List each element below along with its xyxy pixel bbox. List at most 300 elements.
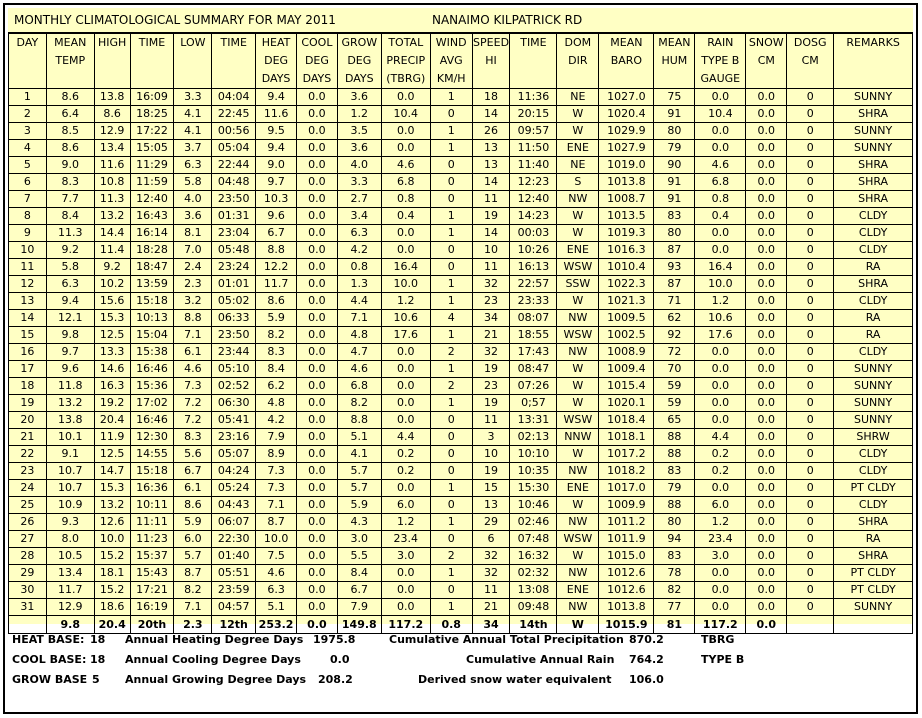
- cum-precip-value: 870.2: [629, 633, 664, 646]
- table-cell: 05:51: [212, 565, 256, 582]
- table-cell: SHRA: [834, 191, 913, 208]
- table-cell: 0: [787, 446, 834, 463]
- table-cell: 6: [9, 174, 47, 191]
- table-cell: 10.0: [381, 276, 430, 293]
- table-cell: 1: [430, 276, 472, 293]
- table-cell: 0: [430, 259, 472, 276]
- table-cell: 12:40: [510, 191, 557, 208]
- table-row: [9, 463, 913, 480]
- table-cell: 15:43: [130, 565, 174, 582]
- table-cell: 0.0: [297, 174, 338, 191]
- table-cell: 6.3: [337, 225, 381, 242]
- table-cell: 5.5: [337, 548, 381, 565]
- table-cell: 9.1: [46, 446, 94, 463]
- table-cell: 10:46: [510, 497, 557, 514]
- table-cell: 0.0: [746, 531, 787, 548]
- snow-water-value: 106.0: [629, 673, 664, 686]
- table-cell: 1016.3: [599, 242, 654, 259]
- annual-growing-value: 208.2: [318, 673, 353, 686]
- table-cell: 4.6: [174, 361, 212, 378]
- table-cell: 10:35: [510, 463, 557, 480]
- totals-cell: 20th: [130, 616, 174, 634]
- table-cell: 19.2: [94, 395, 130, 412]
- table-cell: 8.6: [46, 140, 94, 157]
- column-header-line: TYPE B: [701, 54, 740, 67]
- table-cell: 1.2: [337, 106, 381, 123]
- table-cell: 11.3: [94, 191, 130, 208]
- table-cell: 0.0: [695, 344, 746, 361]
- heat-base-label: HEAT BASE:: [12, 633, 85, 646]
- table-cell: 0.0: [746, 412, 787, 429]
- table-cell: 21: [472, 599, 510, 616]
- table-cell: 0.0: [297, 514, 338, 531]
- totals-cell: 20.4: [94, 616, 130, 634]
- table-cell: 6.4: [46, 106, 94, 123]
- table-cell: 3: [9, 123, 47, 140]
- table-row: [9, 565, 913, 582]
- table-cell: 0.2: [381, 463, 430, 480]
- column-header-line: CM: [757, 54, 775, 67]
- table-cell: 0.0: [746, 310, 787, 327]
- table-cell: 16.4: [381, 259, 430, 276]
- table-cell: 0;57: [510, 395, 557, 412]
- table-cell: 8.9: [256, 446, 297, 463]
- annual-cooling-label: Annual Cooling Degree Days: [125, 653, 301, 666]
- table-row: [9, 140, 913, 157]
- table-cell: RA: [834, 259, 913, 276]
- table-cell: 12.6: [94, 514, 130, 531]
- table-cell: 0: [787, 259, 834, 276]
- table-cell: 4: [430, 310, 472, 327]
- table-cell: 13:08: [510, 582, 557, 599]
- table-cell: 7.3: [256, 480, 297, 497]
- table-cell: 15:18: [130, 463, 174, 480]
- table-cell: 0.0: [746, 276, 787, 293]
- table-cell: 12.1: [46, 310, 94, 327]
- table-cell: 1008.9: [599, 344, 654, 361]
- table-cell: 2.3: [174, 276, 212, 293]
- table-cell: 11: [472, 582, 510, 599]
- column-header-line: MEAN: [54, 36, 87, 49]
- table-cell: 0: [787, 310, 834, 327]
- table-cell: 0.0: [381, 89, 430, 106]
- table-cell: 77: [654, 599, 695, 616]
- table-cell: NW: [557, 514, 599, 531]
- table-cell: 8.1: [174, 225, 212, 242]
- table-cell: 1: [430, 123, 472, 140]
- table-cell: 22:30: [212, 531, 256, 548]
- table-cell: 10.7: [46, 463, 94, 480]
- table-cell: 21: [9, 429, 47, 446]
- table-cell: 8: [9, 208, 47, 225]
- table-cell: 10: [472, 446, 510, 463]
- table-cell: 10.1: [46, 429, 94, 446]
- table-cell: 5.1: [337, 429, 381, 446]
- table-cell: 0.0: [297, 548, 338, 565]
- table-cell: 1: [430, 327, 472, 344]
- table-cell: W: [557, 548, 599, 565]
- table-cell: 7.5: [256, 548, 297, 565]
- table-cell: CLDY: [834, 446, 913, 463]
- table-cell: 88: [654, 446, 695, 463]
- column-header-line: SPEED: [473, 36, 510, 49]
- column-header: [130, 34, 174, 89]
- table-cell: 22:44: [212, 157, 256, 174]
- table-cell: 0.0: [297, 140, 338, 157]
- table-cell: 79: [654, 140, 695, 157]
- column-header-line: TIME: [520, 36, 547, 49]
- table-cell: 6.7: [337, 582, 381, 599]
- heat-base-value: 18: [90, 633, 106, 646]
- table-cell: 0.0: [746, 497, 787, 514]
- table-cell: 01:31: [212, 208, 256, 225]
- table-cell: 18: [472, 89, 510, 106]
- table-cell: 20.4: [94, 412, 130, 429]
- grow-base-value: 5: [92, 673, 100, 686]
- table-cell: 92: [654, 327, 695, 344]
- table-cell: W: [557, 497, 599, 514]
- table-cell: 14.4: [94, 225, 130, 242]
- table-cell: 02:13: [510, 429, 557, 446]
- table-cell: 91: [654, 174, 695, 191]
- table-cell: 23: [472, 293, 510, 310]
- table-cell: CLDY: [834, 208, 913, 225]
- table-cell: 30: [9, 582, 47, 599]
- table-cell: 4.1: [174, 106, 212, 123]
- table-cell: 5.7: [337, 480, 381, 497]
- table-cell: 1019.3: [599, 225, 654, 242]
- table-cell: 0.0: [746, 106, 787, 123]
- table-cell: 04:24: [212, 463, 256, 480]
- table-cell: 9.4: [46, 293, 94, 310]
- table-cell: 05:07: [212, 446, 256, 463]
- column-header-line: HI: [485, 54, 497, 67]
- table-cell: 18:47: [130, 259, 174, 276]
- table-cell: 3.0: [381, 548, 430, 565]
- table-cell: 0: [787, 531, 834, 548]
- table-row: [9, 582, 913, 599]
- column-header-line: AVG: [439, 54, 463, 67]
- table-cell: 1: [430, 89, 472, 106]
- table-cell: 4.6: [695, 157, 746, 174]
- table-cell: 27: [9, 531, 47, 548]
- table-cell: 4.6: [337, 361, 381, 378]
- table-cell: 0: [787, 293, 834, 310]
- table-cell: 3.7: [174, 140, 212, 157]
- totals-cell: 2.3: [174, 616, 212, 634]
- table-row: [9, 446, 913, 463]
- table-cell: 0: [787, 327, 834, 344]
- table-cell: 32: [472, 276, 510, 293]
- table-cell: 11.9: [94, 429, 130, 446]
- table-cell: 7.1: [174, 327, 212, 344]
- table-row: [9, 208, 913, 225]
- table-cell: 7.2: [174, 412, 212, 429]
- table-cell: 04:57: [212, 599, 256, 616]
- table-cell: 0.0: [746, 327, 787, 344]
- table-cell: 0.8: [381, 191, 430, 208]
- table-cell: 16.4: [695, 259, 746, 276]
- table-cell: 8.8: [256, 242, 297, 259]
- table-cell: 15:05: [130, 140, 174, 157]
- snow-water-label: Derived snow water equivalent: [418, 673, 612, 686]
- table-cell: 10: [472, 242, 510, 259]
- column-header-line: DAYS: [344, 72, 374, 85]
- table-cell: 5.7: [337, 463, 381, 480]
- table-cell: 4.2: [337, 242, 381, 259]
- column-header-line: TIME: [220, 36, 247, 49]
- table-cell: 0.0: [695, 123, 746, 140]
- table-cell: 11: [472, 412, 510, 429]
- column-header: [337, 34, 381, 89]
- table-cell: 11.6: [94, 157, 130, 174]
- table-cell: 0.0: [695, 480, 746, 497]
- table-cell: 0.0: [695, 378, 746, 395]
- table-cell: 1017.2: [599, 446, 654, 463]
- table-cell: 90: [654, 157, 695, 174]
- table-cell: 11:50: [510, 140, 557, 157]
- table-cell: 24: [9, 480, 47, 497]
- column-header-line: GAUGE: [700, 72, 741, 85]
- table-cell: 9.5: [256, 123, 297, 140]
- table-cell: 0.0: [297, 242, 338, 259]
- table-cell: 5.9: [174, 514, 212, 531]
- table-cell: 28: [9, 548, 47, 565]
- table-cell: 0: [787, 412, 834, 429]
- table-cell: 9.8: [46, 327, 94, 344]
- column-header-line: COOL: [301, 36, 333, 49]
- table-cell: 02:32: [510, 565, 557, 582]
- table-cell: 0.0: [695, 361, 746, 378]
- table-cell: 0.0: [746, 344, 787, 361]
- column-header: [746, 34, 787, 89]
- totals-cell: [787, 616, 834, 634]
- column-header: [297, 34, 338, 89]
- table-cell: 0.0: [381, 582, 430, 599]
- table-cell: 20: [9, 412, 47, 429]
- table-cell: 0.0: [381, 599, 430, 616]
- table-cell: 0: [787, 140, 834, 157]
- table-cell: 0.4: [695, 208, 746, 225]
- table-cell: 1: [430, 480, 472, 497]
- cum-precip-unit: TBRG: [701, 633, 735, 646]
- table-cell: 0.0: [746, 582, 787, 599]
- table-cell: 8.3: [46, 174, 94, 191]
- column-header: [381, 34, 430, 89]
- column-header-line: (TBRG): [386, 72, 426, 85]
- table-cell: 1021.3: [599, 293, 654, 310]
- table-cell: 10.8: [94, 174, 130, 191]
- table-cell: 1009.9: [599, 497, 654, 514]
- table-cell: SUNNY: [834, 140, 913, 157]
- table-cell: 16:46: [130, 412, 174, 429]
- table-cell: 8.8: [174, 310, 212, 327]
- table-cell: 0.0: [297, 361, 338, 378]
- totals-cell: 0.0: [746, 616, 787, 634]
- table-cell: 91: [654, 106, 695, 123]
- table-cell: 7.1: [256, 497, 297, 514]
- table-cell: 1: [430, 225, 472, 242]
- column-header: [94, 34, 130, 89]
- table-cell: W: [557, 208, 599, 225]
- table-cell: 0: [787, 157, 834, 174]
- table-cell: 16:14: [130, 225, 174, 242]
- table-cell: 0.0: [746, 293, 787, 310]
- totals-cell: 14th: [510, 616, 557, 634]
- column-header-line: DAYS: [261, 72, 291, 85]
- totals-row: [9, 616, 913, 634]
- table-cell: CLDY: [834, 344, 913, 361]
- table-cell: 7.3: [256, 463, 297, 480]
- totals-cell: 0.8: [430, 616, 472, 634]
- table-cell: 5.8: [46, 259, 94, 276]
- table-cell: 0.0: [297, 446, 338, 463]
- table-cell: SUNNY: [834, 599, 913, 616]
- table-cell: 0.0: [381, 140, 430, 157]
- table-cell: 0: [430, 106, 472, 123]
- table-cell: 05:04: [212, 140, 256, 157]
- table-cell: NW: [557, 565, 599, 582]
- table-cell: SSW: [557, 276, 599, 293]
- table-cell: 0: [787, 378, 834, 395]
- table-cell: 25: [9, 497, 47, 514]
- column-header: [695, 34, 746, 89]
- table-cell: 7.0: [174, 242, 212, 259]
- column-header: [256, 34, 297, 89]
- report-frame: [3, 3, 918, 714]
- table-cell: 0.0: [381, 480, 430, 497]
- table-cell: 6.2: [256, 378, 297, 395]
- table-cell: 9.6: [256, 208, 297, 225]
- table-cell: 10.2: [94, 276, 130, 293]
- column-header-line: MEAN: [610, 36, 643, 49]
- table-cell: 0: [787, 514, 834, 531]
- cum-rain-unit: TYPE B: [701, 653, 745, 666]
- table-cell: 18:55: [510, 327, 557, 344]
- table-cell: 18: [9, 378, 47, 395]
- table-cell: 9.7: [46, 344, 94, 361]
- column-header-line: LOW: [180, 36, 206, 49]
- table-cell: 4.6: [381, 157, 430, 174]
- column-header: [174, 34, 212, 89]
- table-cell: NE: [557, 157, 599, 174]
- table-cell: 9.2: [46, 242, 94, 259]
- table-cell: 0: [430, 174, 472, 191]
- table-cell: 72: [654, 344, 695, 361]
- table-cell: 3.5: [337, 123, 381, 140]
- table-cell: 5.6: [174, 446, 212, 463]
- table-cell: 09:57: [510, 123, 557, 140]
- table-cell: SUNNY: [834, 412, 913, 429]
- table-cell: 0.0: [297, 89, 338, 106]
- table-row: [9, 191, 913, 208]
- table-cell: 23:04: [212, 225, 256, 242]
- table-cell: ENE: [557, 480, 599, 497]
- table-cell: 1020.4: [599, 106, 654, 123]
- table-cell: 1013.5: [599, 208, 654, 225]
- table-cell: 5: [9, 157, 47, 174]
- table-cell: 6.8: [337, 378, 381, 395]
- table-row: [9, 327, 913, 344]
- table-cell: 10:11: [130, 497, 174, 514]
- table-cell: 06:30: [212, 395, 256, 412]
- table-cell: 12: [9, 276, 47, 293]
- table-cell: 6.8: [381, 174, 430, 191]
- table-row: [9, 429, 913, 446]
- table-cell: W: [557, 378, 599, 395]
- table-cell: 0: [787, 565, 834, 582]
- cool-base-value: 18: [90, 653, 106, 666]
- column-header: [834, 34, 913, 89]
- totals-cell: 117.2: [381, 616, 430, 634]
- column-header: [9, 34, 47, 89]
- table-cell: 12.9: [94, 123, 130, 140]
- table-row: [9, 548, 913, 565]
- table-cell: 11: [472, 191, 510, 208]
- table-cell: 12:23: [510, 174, 557, 191]
- table-cell: 0.0: [297, 599, 338, 616]
- table-cell: 08:07: [510, 310, 557, 327]
- table-cell: CLDY: [834, 463, 913, 480]
- column-header: [46, 34, 94, 89]
- table-cell: PT CLDY: [834, 582, 913, 599]
- column-header-line: RAIN: [707, 36, 734, 49]
- table-cell: 15:18: [130, 293, 174, 310]
- table-row: [9, 514, 913, 531]
- table-cell: 0.0: [297, 480, 338, 497]
- table-cell: 2: [430, 378, 472, 395]
- table-row: [9, 225, 913, 242]
- table-cell: 0.2: [695, 446, 746, 463]
- table-cell: CLDY: [834, 242, 913, 259]
- table-cell: 10:10: [510, 446, 557, 463]
- table-cell: 1: [430, 208, 472, 225]
- table-cell: 14.6: [94, 361, 130, 378]
- table-cell: 0: [787, 548, 834, 565]
- table-cell: 0.0: [746, 446, 787, 463]
- table-cell: 1.3: [337, 276, 381, 293]
- table-cell: 1: [430, 395, 472, 412]
- table-cell: 5.8: [174, 174, 212, 191]
- table-cell: 0: [430, 463, 472, 480]
- table-cell: 6.0: [695, 497, 746, 514]
- table-cell: 19: [472, 463, 510, 480]
- table-cell: 9.0: [256, 157, 297, 174]
- table-cell: 3.4: [337, 208, 381, 225]
- table-cell: SUNNY: [834, 89, 913, 106]
- table-cell: 87: [654, 276, 695, 293]
- table-cell: 7.2: [174, 395, 212, 412]
- table-cell: 15:36: [130, 378, 174, 395]
- table-cell: 0: [430, 191, 472, 208]
- table-cell: 01:01: [212, 276, 256, 293]
- table-cell: 3.0: [337, 531, 381, 548]
- cum-rain-label: Cumulative Annual Rain: [466, 653, 615, 666]
- table-cell: 20:15: [510, 106, 557, 123]
- table-cell: RA: [834, 310, 913, 327]
- table-cell: 0.0: [381, 378, 430, 395]
- table-cell: 15:38: [130, 344, 174, 361]
- table-cell: NW: [557, 344, 599, 361]
- table-cell: 6.8: [695, 174, 746, 191]
- table-row: [9, 412, 913, 429]
- table-cell: 15:04: [130, 327, 174, 344]
- report-title: MONTHLY CLIMATOLOGICAL SUMMARY FOR MAY 2011: [14, 13, 336, 27]
- annual-heating-value: 1975.8: [313, 633, 356, 646]
- table-cell: 1.2: [381, 293, 430, 310]
- totals-cell: 0.0: [297, 616, 338, 634]
- table-cell: 07:26: [510, 378, 557, 395]
